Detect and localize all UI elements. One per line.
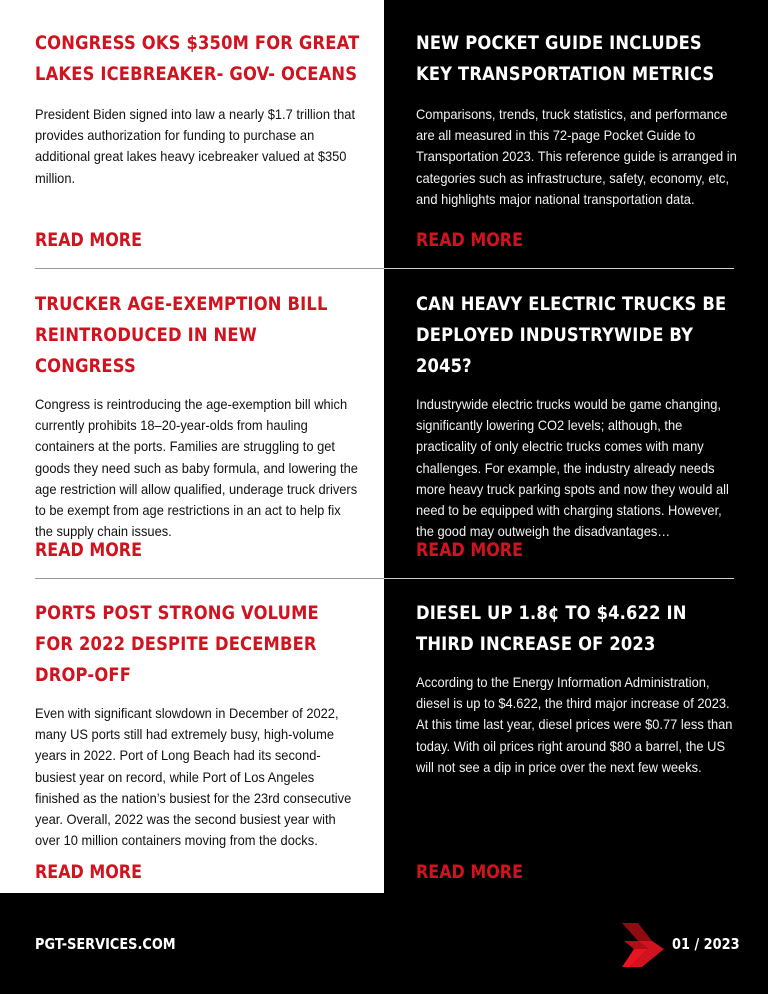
article-title: NEW POCKET GUIDE INCLUDES KEY TRANSPORTATION METRICS bbox=[416, 32, 715, 85]
read-more-link[interactable]: READ MORE bbox=[35, 539, 142, 561]
footer-issue-date: 01 / 2023 bbox=[672, 935, 740, 953]
row-divider bbox=[35, 578, 384, 579]
article-icebreaker bbox=[35, 28, 360, 189]
article-age-exemption bbox=[35, 289, 360, 542]
article-pocket-guide bbox=[416, 28, 741, 210]
article-ports-volume bbox=[35, 598, 360, 851]
article-title: CAN HEAVY ELECTRIC TRUCKS BE DEPLOYED INDUSTRYWIDE BY 2045? bbox=[416, 293, 727, 377]
read-more-link[interactable]: READ MORE bbox=[416, 861, 523, 883]
pgt-chevron-logo-icon bbox=[618, 919, 666, 969]
row-divider bbox=[384, 268, 734, 269]
article-title: DIESEL UP 1.8¢ TO $4.622 IN THIRD INCREASE OF 2023 bbox=[416, 602, 687, 655]
read-more-link[interactable]: READ MORE bbox=[416, 229, 523, 251]
row-divider bbox=[384, 578, 734, 579]
read-more-link[interactable]: READ MORE bbox=[416, 539, 523, 561]
article-title: CONGRESS OKS $350M FOR GREAT LAKES ICEBREAKER- GOV- OCEANS bbox=[35, 32, 360, 85]
read-more-link[interactable]: READ MORE bbox=[35, 229, 142, 251]
article-electric-trucks bbox=[416, 289, 741, 542]
article-body: Comparisons, trends, truck statistics, and performance are all measured in this 72-page Pocket Guide to Transportation 2023. This reference guide is arranged in categories such as infrastructure, safety, economy, etc, and highlights major national transportation data. bbox=[416, 106, 737, 207]
article-title: PORTS POST STRONG VOLUME FOR 2022 DESPITE DECEMBER DROP-OFF bbox=[35, 602, 319, 686]
article-body: According to the Energy Information Administration, diesel is up to $4.622, the third major increase of 2023. At this time last year, diesel prices were $0.77 less than today. With oil prices right around $80 a barrel, the US will not see a dip in price over the next few weeks. bbox=[416, 674, 733, 775]
article-body: Even with significant slowdown in December of 2022, many US ports still had extremely busy, high-volume years in 2022. Port of Long Beach had its second-busiest year on record, while Port of Los Angeles finished as the nation’s busiest for the 23rd consecutive year. Overall, 2022 was the second busiest year with over 10 million containers moving from the docks. bbox=[35, 705, 352, 849]
article-title: TRUCKER AGE-EXEMPTION BILL REINTRODUCED IN NEW CONGRESS bbox=[35, 293, 328, 377]
article-body: President Biden signed into law a nearly $1.7 trillion that provides authorization for funding to purchase an additional great lakes heavy icebreaker valued at $350 million. bbox=[35, 106, 356, 186]
read-more-link[interactable]: READ MORE bbox=[35, 861, 142, 883]
article-diesel-price bbox=[416, 598, 741, 778]
row-divider bbox=[35, 268, 384, 269]
article-body: Congress is reintroducing the age-exemption bill which currently prohibits 18–20-year-olds from hauling containers at the ports. Families are struggling to get goods they need such as baby formula, and lowering the age restriction will allow qualified, underage truck drivers to be exempt from age restrictions in an act to help fix the supply chain issues. bbox=[35, 396, 358, 540]
article-body: Industrywide electric trucks would be game changing, significantly lowering CO2 levels; although, the practicality of only electric trucks comes with many challenges. For example, the industry already needs more heavy truck parking spots and now they would all need to be equipped with charging stations. However, the good may outweigh the disadvantages… bbox=[416, 396, 729, 540]
footer-website[interactable]: PGT-SERVICES.COM bbox=[35, 935, 176, 953]
